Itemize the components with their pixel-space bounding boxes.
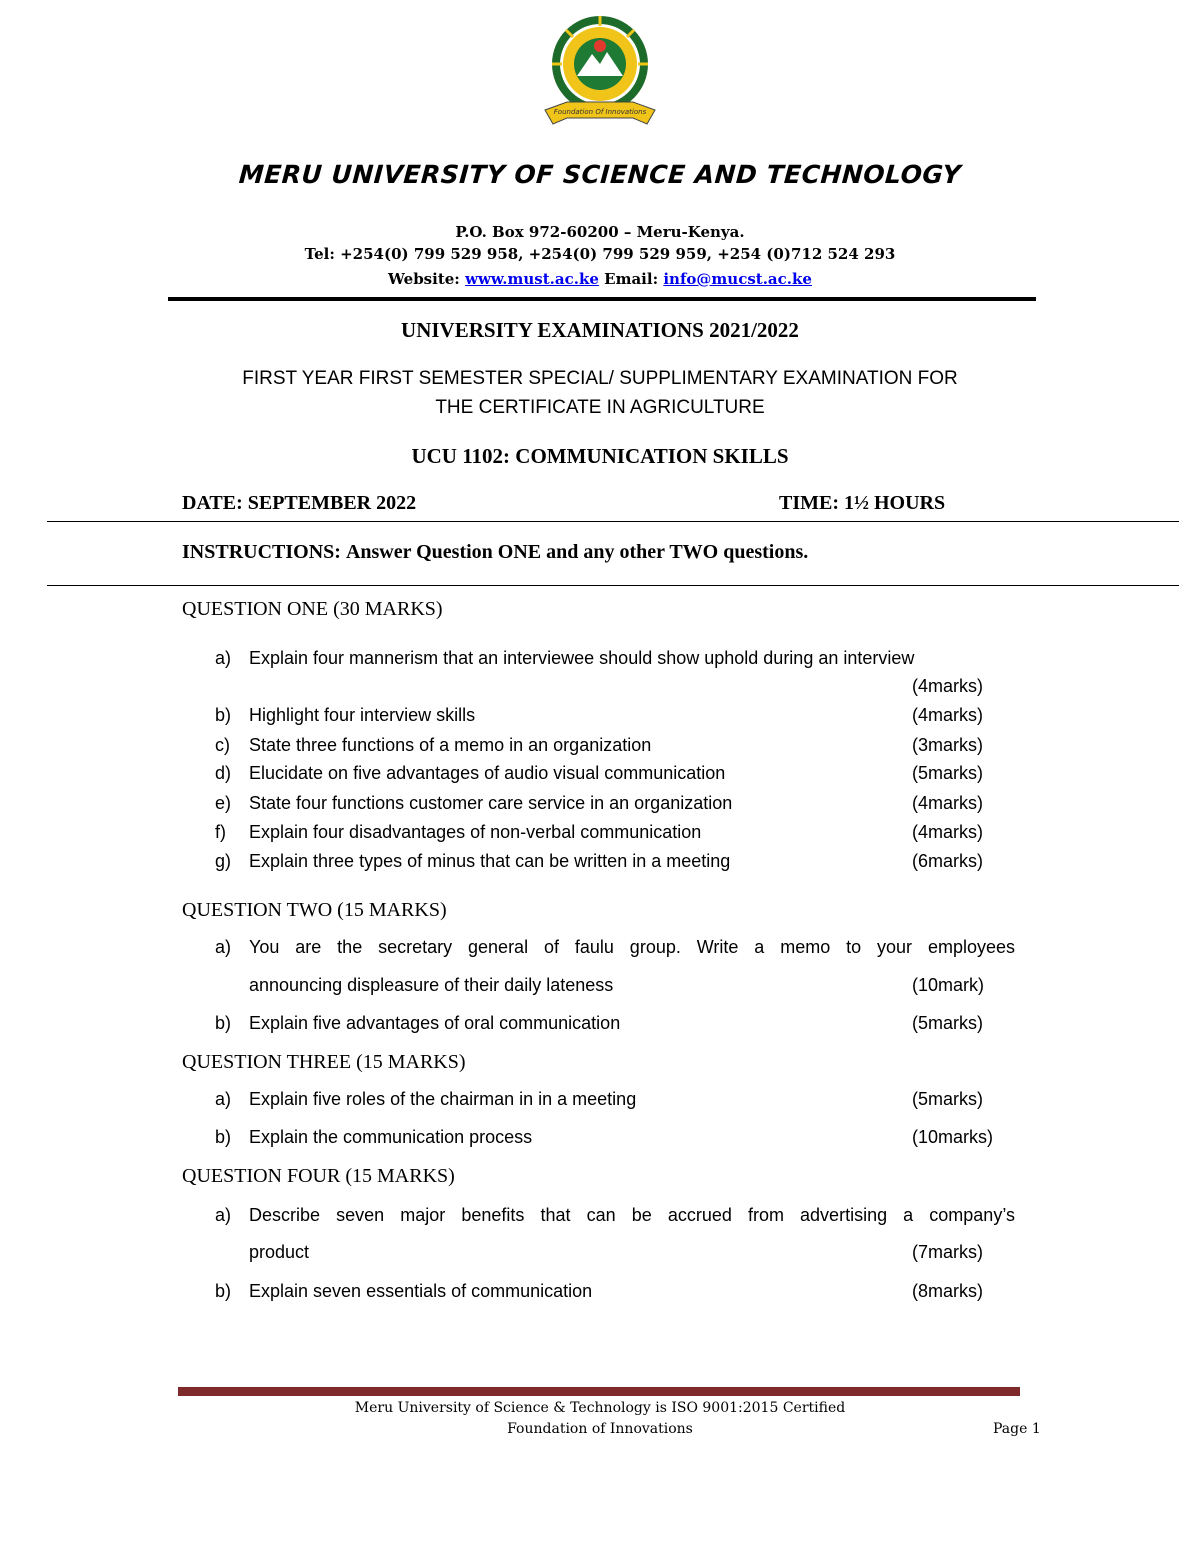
question-item: [0, 648, 1200, 670]
question-three-title: QUESTION THREE (15 MARKS): [182, 1051, 466, 1073]
item-text: Explain three types of minus that can be written in a meeting: [249, 851, 731, 871]
item-text: Highlight four interview skills: [249, 705, 476, 725]
item-marks: (3marks): [912, 735, 983, 755]
instructions-divider: [47, 585, 1179, 586]
instructions-label: INSTRUCTIONS:: [182, 541, 341, 563]
item-text-continued: announcing displeasure of their daily lateness: [249, 975, 614, 995]
item-label: a): [215, 937, 232, 957]
question-item: [0, 1089, 1200, 1111]
question-item-continuation: [0, 1242, 1200, 1264]
item-label: f): [215, 822, 226, 842]
question-item: [0, 1205, 1200, 1227]
university-logo: [537, 14, 663, 132]
question-item: [0, 822, 1200, 844]
item-label: b): [215, 1281, 232, 1301]
item-label: c): [215, 735, 230, 755]
item-label: e): [215, 793, 232, 813]
course-title: UCU 1102: COMMUNICATION SKILLS: [411, 444, 789, 468]
page-number: Page 1: [993, 1421, 1041, 1437]
item-text: Explain seven essentials of communication: [249, 1281, 593, 1301]
item-label: g): [215, 851, 232, 871]
item-marks: (7marks): [912, 1242, 983, 1262]
item-text: State three functions of a memo in an organization: [249, 735, 652, 755]
instructions-text: Answer Question ONE and any other TWO questions.: [345, 541, 809, 563]
item-marks: (4marks): [912, 705, 983, 725]
question-item-continuation: [0, 975, 1200, 997]
item-text: Explain four disadvantages of non-verbal communication: [249, 822, 702, 842]
question-item: [0, 851, 1200, 873]
item-marks: (4marks): [912, 822, 983, 842]
email-label: Email:: [604, 270, 659, 288]
item-text: Elucidate on five advantages of audio visual communication: [249, 763, 726, 783]
question-two-title: QUESTION TWO (15 MARKS): [182, 899, 447, 921]
item-marks: (5marks): [912, 763, 983, 783]
instructions: [182, 541, 808, 564]
university-name: MERU UNIVERSITY OF SCIENCE AND TECHNOLOGY: [237, 160, 963, 189]
logo-motto: Foundation Of Innovations: [553, 108, 647, 116]
item-text: Explain five roles of the chairman in in a meeting: [249, 1089, 637, 1109]
item-marks: (8marks): [912, 1281, 983, 1301]
question-item: [0, 1013, 1200, 1035]
date-divider: [47, 521, 1179, 522]
item-marks: (10mark): [912, 975, 985, 995]
item-marks: (5marks): [912, 1089, 983, 1109]
telephone: Tel: +254(0) 799 529 958, +254(0) 799 529 959, +254 (0)712 524 293: [304, 245, 896, 263]
item-marks: (5marks): [912, 1013, 983, 1033]
item-text-continued: product: [249, 1242, 310, 1262]
item-marks: (4marks): [912, 793, 983, 813]
footer-bar: [178, 1387, 1020, 1396]
website-email-line: [0, 270, 1200, 288]
address: P.O. Box 972-60200 – Meru-Kenya.: [455, 223, 745, 241]
item-label: a): [215, 1205, 232, 1225]
question-item-marks-row: [0, 676, 1200, 698]
exam-time: TIME: 1½ HOURS: [779, 492, 946, 514]
website-label: Website:: [388, 270, 460, 288]
email-link[interactable]: info@mucst.ac.ke: [663, 270, 812, 288]
question-item: [0, 735, 1200, 757]
website-link[interactable]: www.must.ac.ke: [465, 270, 599, 288]
exam-title: UNIVERSITY EXAMINATIONS 2021/2022: [401, 318, 799, 342]
question-one-title: QUESTION ONE (30 MARKS): [182, 598, 443, 620]
question-item: [0, 1127, 1200, 1149]
exam-date: DATE: SEPTEMBER 2022: [182, 492, 417, 514]
item-text: Explain five advantages of oral communication: [249, 1013, 621, 1033]
question-item: [0, 705, 1200, 727]
item-text: You are the secretary general of faulu group. Write a memo to your employees: [249, 937, 1015, 957]
item-marks: (4marks): [912, 676, 983, 696]
question-item: [0, 1281, 1200, 1303]
item-label: a): [215, 648, 232, 668]
item-text: Describe seven major benefits that can be accrued from advertising a company’s: [249, 1205, 1015, 1225]
item-label: b): [215, 705, 232, 725]
item-text: Explain the communication process: [249, 1127, 533, 1147]
item-marks: (10marks): [912, 1127, 994, 1147]
header-divider: [168, 297, 1036, 301]
programme-line-1: FIRST YEAR FIRST SEMESTER SPECIAL/ SUPPLIMENTARY EXAMINATION FOR: [242, 368, 958, 389]
item-label: d): [215, 763, 232, 783]
logo-sun: [594, 40, 606, 52]
footer-certification: Meru University of Science & Technology is ISO 9001:2015 Certified: [354, 1400, 846, 1416]
item-text: State four functions customer care service in an organization: [249, 793, 733, 813]
question-four-title: QUESTION FOUR (15 MARKS): [182, 1165, 455, 1187]
programme-line-2: THE CERTIFICATE IN AGRICULTURE: [435, 397, 765, 418]
question-item: [0, 937, 1200, 959]
question-item: [0, 793, 1200, 815]
item-label: b): [215, 1013, 232, 1033]
item-label: a): [215, 1089, 232, 1109]
item-label: b): [215, 1127, 232, 1147]
item-marks: (6marks): [912, 851, 983, 871]
item-text: Explain four mannerism that an interviewee should show uphold during an interview: [249, 648, 915, 668]
footer-motto: Foundation of Innovations: [507, 1421, 693, 1437]
question-item: [0, 763, 1200, 785]
